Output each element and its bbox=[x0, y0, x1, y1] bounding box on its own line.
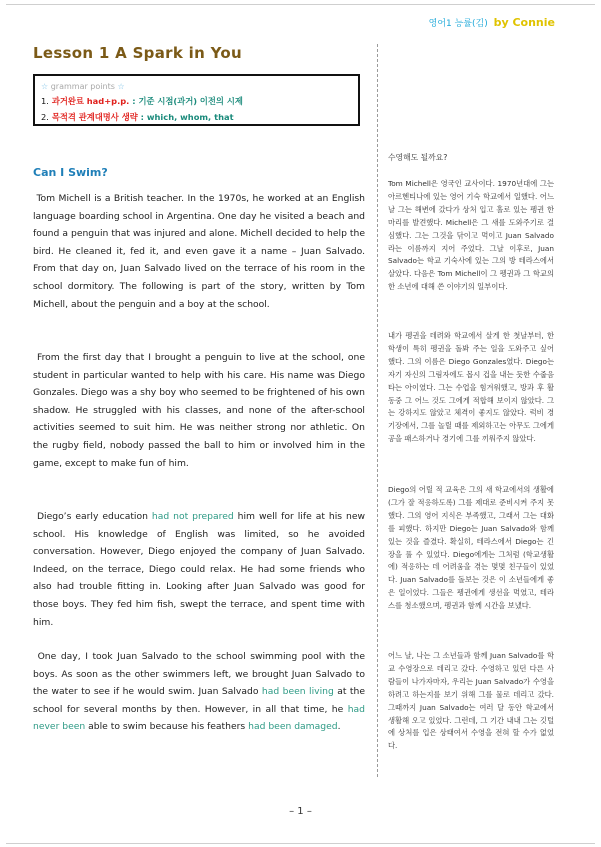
english-paragraph-1 bbox=[33, 190, 365, 313]
english-paragraph-1-text: Tom Michell is a British teacher. In the 1970s, he worked at an English language boarding school in Argentina. One day he visited a beach and found a penguin that was injured and alone. Michell decided to help the bird. He cleaned it, fed it, and even gave it a name – Juan Salvado. From that day on, Juan Salvado lived on the terrace of his room in the school dormitory. The following is part of the story, written by Tom Michell, about the penguin and a boy at the school. bbox=[33, 193, 365, 310]
english-paragraph-4 bbox=[33, 648, 365, 736]
korean-paragraph-2: 내가 펭귄을 데려와 학교에서 살게 한 첫날부터, 한 학생이 특히 펭귄을 돌봐 주는 일을 도와주고 싶어 했다. 그의 이름은 Diego Gonzales였다. Diego는 자기 자신의 그림자에도 몹시 겁을 내는 듯한 수줍음 타는 아이였다. 그는 수업을 힘겨워했고, 방과 후 활동중 그 어느 것도 그에게 적합해 보이지 않았다. 그는 강하지도 않았고 체격이 좋지도 않았다. 럭비 경기장에서, 그를 놀릴 때를 제외하고는 아무도 그에게 공을 패스하거나 경기에 그를 끼워주지 않았다. bbox=[388, 331, 554, 444]
header-author: by Connie bbox=[493, 16, 555, 29]
korean-title: 수영해도 될까요? bbox=[388, 153, 448, 162]
grammar-box-title-text: grammar points bbox=[50, 82, 115, 91]
star-icon: ☆ bbox=[117, 82, 125, 91]
grammar-highlight: had been damaged bbox=[248, 721, 338, 733]
grammar-point-label: 목적격 관계대명사 생략 bbox=[51, 112, 138, 122]
column-divider bbox=[377, 44, 378, 777]
grammar-point-desc: 기준 시점(과거) 이전의 시제 bbox=[138, 96, 243, 106]
grammar-point-number: 1. bbox=[41, 96, 49, 106]
grammar-point-separator: : bbox=[129, 96, 139, 106]
page-top-border bbox=[6, 4, 595, 5]
grammar-point-1 bbox=[41, 95, 358, 107]
grammar-highlight: had been living bbox=[261, 686, 334, 698]
korean-paragraph-3: Diego의 어릴 적 교육은 그의 새 학교에서의 생활에 (그가 잘 적응하도록) 그를 제대로 준비시켜 주지 못했다. 그의 영어 지식은 부족했고, 그래서 그는 대화를 피했다. 하지만 Diego는 Juan Salvado와 함께 있는 것을 즐겼다. 확실히, 테라스에서 Diego는 긴장을 풀 수 있었다. Diego에게는 그처럼 (학교생활에) 적응하는 데 어려움을 겪는 몇몇 친구들이 있었다. Juan Salvado를 돌보는 것은 이 소년들에게 좋은 일이었다. 그들은 펭귄에게 생선을 먹였고, 테라스를 청소했으며, 펭귄과 함께 시간을 보냈다. bbox=[388, 485, 554, 611]
korean-paragraph-4: 어느 날, 나는 그 소년들과 함께 Juan Salvado를 학교 수영장으로 데리고 갔다. 수영하고 있던 다른 사람들이 나가자마자, 우리는 Juan Salvado가 수영을 하려고 하는지를 보기 위해 그를 물로 데리고 갔다. 그때까지 Juan Salvado는 여러 달 동안 학교에서 생활해 오고 있었다. 그런데, 그 기간 내내 그는 깃털에 상처를 입은 상태여서 수영을 전혀 할 수가 없었다. bbox=[388, 651, 554, 751]
grammar-box-title bbox=[41, 82, 358, 91]
grammar-point-number: 2. bbox=[41, 112, 49, 122]
english-paragraph-4-text-a: One day, I took Juan Salvado to the school swimming pool with the boys. As soon as the other swimmers left, we brought Juan Salvado to the water to see if he would swim. Juan Salvado bbox=[33, 651, 366, 698]
page-bottom-border bbox=[6, 843, 595, 844]
grammar-highlight: had never been bbox=[33, 703, 365, 733]
english-paragraph-3 bbox=[33, 508, 365, 631]
grammar-point-label: 과거완료 had+p.p. bbox=[51, 96, 130, 106]
korean-paragraph-1: Tom Michell은 영국인 교사이다. 1970년대에 그는 아르헨티나에 있는 영어 기숙 학교에서 일했다. 어느 날 그는 해변에 갔다가 상처 입고 홀로 있는 펭귄 한 마리를 발견했다. Michell은 그 새를 도와주기로 결심했다. 그는 그것을 닦이고 먹이고 Juan Salvado라는 이름까지 지어 주었다. 그날 이후로, Juan Salvado는 학교 기숙사에 있는 그의 방 테라스에서 살았다. 다음은 Tom Michell이 그 펭귄과 그 학교의 한 소년에 대해 쓴 이야기의 일부이다. bbox=[388, 179, 554, 292]
english-paragraph-2-text: From the first day that I brought a penguin to live at the school, one student in particular wanted to help with his care. His name was Diego Gonzales. Diego was a shy boy who seemed to be frightened of his own shadow. He struggled with his classes, and none of the after-school activities seemed to suit him. He was neither strong nor athletic. On the rugby field, nobody passed the ball to him or involved him in the game, except to make fun of him. bbox=[33, 352, 365, 469]
grammar-point-separator: : bbox=[137, 112, 147, 122]
page-number: – 1 – bbox=[289, 806, 312, 817]
english-paragraph-4-text-c: able to swim because his feathers bbox=[85, 721, 249, 733]
grammar-point-desc: which, whom, that bbox=[146, 112, 234, 122]
star-icon: ☆ bbox=[41, 82, 49, 91]
header-label bbox=[429, 16, 555, 29]
lesson-title: Lesson 1 A Spark in You bbox=[33, 44, 242, 62]
header-course: 영어1 능률(김) bbox=[428, 19, 488, 29]
grammar-point-2 bbox=[41, 111, 358, 123]
english-paragraph-2 bbox=[33, 349, 365, 472]
grammar-points-box bbox=[33, 74, 360, 126]
english-paragraph-4-text-d: . bbox=[337, 721, 341, 733]
section-title: Can I Swim? bbox=[33, 166, 108, 179]
english-paragraph-3-text-a: Diego’s early education bbox=[36, 511, 152, 522]
grammar-highlight: had not prepared bbox=[151, 511, 234, 522]
english-paragraph-3-text-b: him well for life at his new school. His knowledge of English was limited, so he avoided conversation. However, Diego enjoyed the company of Juan Salvado. Indeed, on the terrace, Diego could relax. He had some friends who also had trouble fitting in. Looking after Juan Salvado was good for those boys. They fed him fish, swept the terrace, and spent time with him. bbox=[33, 511, 365, 628]
english-paragraph-4-text-b: at the school for several months by then. However, in all that time, he bbox=[33, 686, 365, 715]
